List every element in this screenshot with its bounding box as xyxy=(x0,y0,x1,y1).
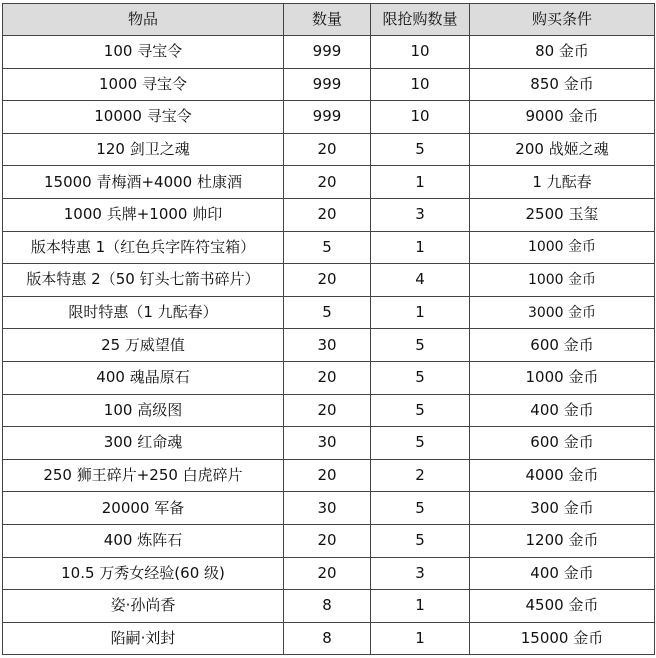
cell-limit: 2 xyxy=(371,459,470,492)
cell-limit: 5 xyxy=(371,427,470,460)
shop-table-container xyxy=(2,3,654,655)
cell-cost: 200 战姬之魂 xyxy=(470,133,655,166)
cell-cost: 3000 金币 xyxy=(470,296,655,329)
table-row xyxy=(3,622,655,655)
cell-cost: 1200 金币 xyxy=(470,524,655,557)
table-row xyxy=(3,231,655,264)
table-row xyxy=(3,101,655,134)
cell-quantity: 20 xyxy=(284,133,371,166)
table-row xyxy=(3,394,655,427)
table-row xyxy=(3,133,655,166)
table-row xyxy=(3,557,655,590)
cell-item: 陷嗣·刘封 xyxy=(3,622,284,655)
cell-quantity: 20 xyxy=(284,524,371,557)
header-purchase-condition: 购买条件 xyxy=(470,4,655,36)
cell-limit: 1 xyxy=(371,590,470,623)
cell-item: 姿·孙尚香 xyxy=(3,590,284,623)
cell-item: 25 万威望值 xyxy=(3,329,284,362)
cell-cost: 300 金币 xyxy=(470,492,655,525)
cell-item: 1000 兵牌+1000 帅印 xyxy=(3,198,284,231)
table-row xyxy=(3,590,655,623)
cell-quantity: 999 xyxy=(284,68,371,101)
cell-item: 20000 军备 xyxy=(3,492,284,525)
cell-quantity: 8 xyxy=(284,590,371,623)
header-item: 物品 xyxy=(3,4,284,36)
cell-cost: 1000 金币 xyxy=(470,361,655,394)
cell-cost: 600 金币 xyxy=(470,427,655,460)
cell-quantity: 999 xyxy=(284,101,371,134)
cell-limit: 5 xyxy=(371,361,470,394)
cell-item: 版本特惠 1（红色兵字阵符宝箱） xyxy=(3,231,284,264)
cell-quantity: 20 xyxy=(284,264,371,297)
cell-cost: 400 金币 xyxy=(470,394,655,427)
cell-cost: 1000 金币 xyxy=(470,231,655,264)
table-row xyxy=(3,524,655,557)
cell-quantity: 20 xyxy=(284,394,371,427)
cell-quantity: 20 xyxy=(284,198,371,231)
cell-limit: 10 xyxy=(371,68,470,101)
cell-cost: 9000 金币 xyxy=(470,101,655,134)
cell-quantity: 20 xyxy=(284,459,371,492)
table-row xyxy=(3,36,655,69)
cell-item: 1000 寻宝令 xyxy=(3,68,284,101)
cell-quantity: 5 xyxy=(284,296,371,329)
cell-limit: 3 xyxy=(371,557,470,590)
cell-item: 限时特惠（1 九酝春） xyxy=(3,296,284,329)
cell-limit: 5 xyxy=(371,394,470,427)
cell-limit: 10 xyxy=(371,36,470,69)
cell-item: 15000 青梅酒+4000 杜康酒 xyxy=(3,166,284,199)
table-row xyxy=(3,361,655,394)
cell-cost: 1 九酝春 xyxy=(470,166,655,199)
table-row xyxy=(3,329,655,362)
cell-cost: 4000 金币 xyxy=(470,459,655,492)
cell-cost: 15000 金币 xyxy=(470,622,655,655)
cell-item: 400 炼阵石 xyxy=(3,524,284,557)
cell-item: 300 红命魂 xyxy=(3,427,284,460)
cell-limit: 1 xyxy=(371,231,470,264)
cell-limit: 4 xyxy=(371,264,470,297)
table-row xyxy=(3,68,655,101)
cell-quantity: 20 xyxy=(284,557,371,590)
cell-item: 400 魂晶原石 xyxy=(3,361,284,394)
cell-cost: 2500 玉玺 xyxy=(470,198,655,231)
table-row xyxy=(3,166,655,199)
cell-limit: 10 xyxy=(371,101,470,134)
cell-item: 100 寻宝令 xyxy=(3,36,284,69)
cell-item: 10000 寻宝令 xyxy=(3,101,284,134)
cell-limit: 5 xyxy=(371,133,470,166)
cell-limit: 5 xyxy=(371,329,470,362)
cell-item: 120 剑卫之魂 xyxy=(3,133,284,166)
cell-item: 100 高级图 xyxy=(3,394,284,427)
table-row xyxy=(3,296,655,329)
cell-cost: 4500 金币 xyxy=(470,590,655,623)
table-row xyxy=(3,492,655,525)
cell-limit: 5 xyxy=(371,524,470,557)
cell-limit: 1 xyxy=(371,166,470,199)
cell-quantity: 20 xyxy=(284,166,371,199)
cell-cost: 400 金币 xyxy=(470,557,655,590)
table-header-row xyxy=(3,4,655,36)
table-row xyxy=(3,459,655,492)
cell-quantity: 8 xyxy=(284,622,371,655)
shop-table xyxy=(2,3,655,655)
table-row xyxy=(3,264,655,297)
cell-quantity: 30 xyxy=(284,329,371,362)
header-purchase-limit: 限抢购数量 xyxy=(371,4,470,36)
cell-limit: 3 xyxy=(371,198,470,231)
cell-quantity: 999 xyxy=(284,36,371,69)
table-row xyxy=(3,198,655,231)
header-quantity: 数量 xyxy=(284,4,371,36)
cell-cost: 1000 金币 xyxy=(470,264,655,297)
cell-item: 10.5 万秀女经验(60 级) xyxy=(3,557,284,590)
cell-quantity: 20 xyxy=(284,361,371,394)
table-row xyxy=(3,427,655,460)
cell-cost: 80 金币 xyxy=(470,36,655,69)
cell-item: 版本特惠 2（50 钉头七箭书碎片） xyxy=(3,264,284,297)
cell-quantity: 30 xyxy=(284,492,371,525)
cell-limit: 1 xyxy=(371,622,470,655)
cell-item: 250 狮王碎片+250 白虎碎片 xyxy=(3,459,284,492)
cell-limit: 1 xyxy=(371,296,470,329)
cell-limit: 5 xyxy=(371,492,470,525)
cell-cost: 850 金币 xyxy=(470,68,655,101)
cell-quantity: 30 xyxy=(284,427,371,460)
cell-cost: 600 金币 xyxy=(470,329,655,362)
cell-quantity: 5 xyxy=(284,231,371,264)
